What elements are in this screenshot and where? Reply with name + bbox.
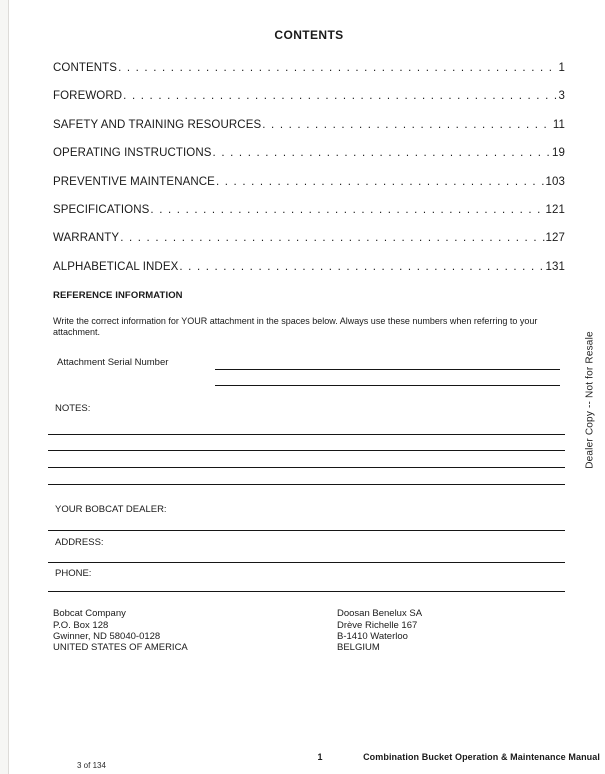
toc-entry xyxy=(53,120,565,132)
notes-write-in-line xyxy=(48,451,565,468)
notes-write-in-line xyxy=(48,414,565,435)
toc-entry-page: 1 xyxy=(558,62,565,74)
address-label: ADDRESS: xyxy=(55,537,104,549)
toc-dot-leader xyxy=(216,177,545,189)
serial-write-in-line xyxy=(215,370,560,386)
footer-manual-title: Combination Bucket Operation & Maintenance Manual xyxy=(363,752,600,762)
phone-write-in-line xyxy=(48,579,565,592)
footer-page-number: 1 xyxy=(317,752,323,762)
toc-dot-leader xyxy=(118,63,557,75)
attachment-serial-label: Attachment Serial Number xyxy=(57,356,169,368)
dealer-write-in-line-wrap xyxy=(48,515,565,531)
address-line: P.O. Box 128 xyxy=(53,619,109,631)
dealer-copy-watermark: Dealer Copy -- Not for Resale xyxy=(584,331,596,469)
toc-entry xyxy=(53,177,565,189)
toc-entry-page: 19 xyxy=(552,147,565,160)
address-write-in-line-wrap xyxy=(48,548,565,563)
toc-entry xyxy=(53,91,565,103)
manufacturer-address xyxy=(53,608,337,654)
notes-write-in-line xyxy=(48,435,565,452)
toc-entry-page: 11 xyxy=(552,118,565,131)
serial-write-in-line xyxy=(215,357,560,370)
toc-dot-leader xyxy=(213,148,551,160)
address-line: Drève Richelle 167 xyxy=(337,619,418,631)
address-line: B-1410 Waterloo xyxy=(337,630,408,642)
attachment-serial-write-in-lines xyxy=(215,357,560,386)
toc-dot-leader xyxy=(120,233,544,245)
toc-entry-page: 103 xyxy=(545,175,565,188)
page-content xyxy=(53,0,565,654)
attachment-serial-row xyxy=(53,357,565,386)
toc-dot-leader xyxy=(150,205,544,217)
address-line: Doosan Benelux SA xyxy=(337,608,423,620)
reference-information-heading: REFERENCE INFORMATION xyxy=(53,290,183,302)
company-addresses xyxy=(53,608,565,654)
dealer-label: YOUR BOBCAT DEALER: xyxy=(55,504,167,516)
toc-entry xyxy=(53,148,565,160)
toc-entry-page: 127 xyxy=(545,232,565,245)
toc-entry xyxy=(53,205,565,217)
address-line: BELGIUM xyxy=(337,642,380,654)
toc-dot-leader xyxy=(262,120,552,132)
toc-entry-page: 131 xyxy=(545,260,565,273)
toc-entry-label: CONTENTS xyxy=(53,62,118,74)
toc-entry-label: OPERATING INSTRUCTIONS xyxy=(53,147,212,160)
dealer-write-in-line xyxy=(48,515,565,531)
toc-dot-leader xyxy=(179,262,544,274)
table-of-contents xyxy=(53,63,565,273)
toc-entry-label: ALPHABETICAL INDEX xyxy=(53,260,179,273)
toc-entry xyxy=(53,63,565,75)
scanned-page-edge xyxy=(0,0,9,774)
address-line: Bobcat Company xyxy=(53,608,126,620)
toc-entry-page: 3 xyxy=(558,90,565,103)
toc-entry-label: WARRANTY xyxy=(53,232,120,245)
address-line: Gwinner, ND 58040-0128 xyxy=(53,630,161,642)
address-line: UNITED STATES OF AMERICA xyxy=(53,642,188,654)
toc-entry-label: PREVENTIVE MAINTENANCE xyxy=(53,175,215,188)
page-title: CONTENTS xyxy=(274,28,344,42)
notes-write-in-line xyxy=(48,468,565,485)
phone-write-in-line-wrap xyxy=(48,579,565,592)
sheet-counter: 3 of 134 xyxy=(77,761,106,770)
address-write-in-line xyxy=(48,548,565,563)
toc-entry xyxy=(53,233,565,245)
reference-instructions: Write the correct information for YOUR attachment in the spaces below. Always use these numbers when referring to your attachment. xyxy=(53,316,538,337)
toc-entry-page: 121 xyxy=(545,203,565,216)
phone-label: PHONE: xyxy=(55,568,92,580)
toc-entry-label: FOREWORD xyxy=(53,90,123,103)
toc-entry-label: SPECIFICATIONS xyxy=(53,203,150,216)
toc-dot-leader xyxy=(123,91,557,103)
distributor-address xyxy=(337,608,565,654)
toc-entry-label: SAFETY AND TRAINING RESOURCES xyxy=(53,118,262,131)
notes-write-in-lines xyxy=(48,414,565,486)
toc-entry xyxy=(53,262,565,274)
notes-label: NOTES: xyxy=(55,402,91,414)
